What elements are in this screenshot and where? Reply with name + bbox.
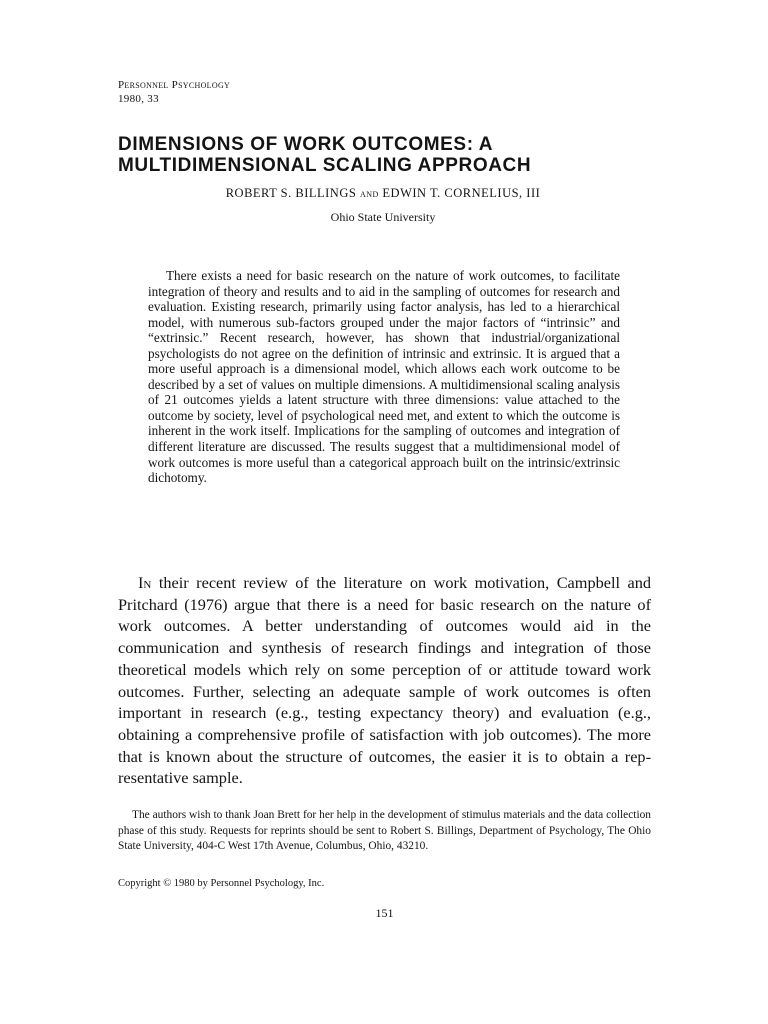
page-number: 151: [375, 906, 394, 920]
footnote: The authors wish to thank Joan Brett for her help in the development of stimulus materials and the data collection phase of this study. Requests for reprints should be sent to Robert S. Billings, Department of Psychology, The Ohio State University, 404-C West 17th Avenue, Columbus, Ohio, 43210.: [118, 809, 651, 853]
author-conjunction: and: [359, 186, 379, 200]
title-line-2: MULTIDIMENSIONAL SCALING APPROACH: [118, 155, 532, 176]
copyright-notice: Copyright © 1980 by Personnel Psychology, Inc.: [118, 878, 325, 889]
affiliation: Ohio State University: [330, 210, 436, 224]
body-lead-word: In: [138, 573, 152, 592]
author-cornelius: EDWIN T. CORNELIUS, III: [382, 186, 541, 200]
body-text: their recent review of the literature on work motivation, Campbell and Pritchard (1976) argue that there is a need for basic research on the nature of work outcomes. A better understanding of outcomes would aid in the communication and synthesis of research findings and integration of those theoretical models which rely on some perception of or attitude toward work outcomes. Further, selecting an adequate sample of work outcomes is often important in research (e.g., testing expectancy theory) and evaluation (e.g., obtaining a comprehensive profile of satisfaction with job outcomes). The more that is known about the structure of outcomes, the easier it is to obtain a representative sample.: [118, 573, 651, 788]
paper-title: [118, 134, 678, 176]
journal-header: [118, 78, 230, 106]
abstract: There exists a need for basic research on the nature of work outcomes, to facilitate integration of theory and results and to aid in the sampling of outcomes for research and evaluation. Existing research, primarily using factor analysis, has led to a hierarchical model, with numerous sub-factors grouped under the major factors of “intrinsic” and “extrinsic.” Recent research, however, has shown that industrial/organizational psychologists do not agree on the definition of intrinsic and extrinsic. It is argued that a more useful approach is a dimensional model, which allows each work outcome to be described by a set of values on multiple dimensions. A multidimensional scaling analysis of 21 outcomes yields a latent structure with three dimensions: value attached to the outcome by society, level of psychological need met, and extent to which the outcome is inherent in the work itself. Implications for the sampling of outcomes and integration of different literature are discussed. The results suggest that a multidimensional model of work outcomes is more useful than a categorical approach built on the intrinsic/extrinsic dichotomy.: [148, 268, 620, 486]
author-list: [118, 186, 648, 201]
author-billings: ROBERT S. BILLINGS: [225, 186, 357, 200]
body-paragraph: [118, 572, 651, 789]
journal-name: Personnel Psychology: [118, 79, 231, 91]
title-line-1: DIMENSIONS OF WORK OUTCOMES: A: [118, 134, 494, 155]
journal-volume: 1980, 33: [118, 93, 159, 105]
